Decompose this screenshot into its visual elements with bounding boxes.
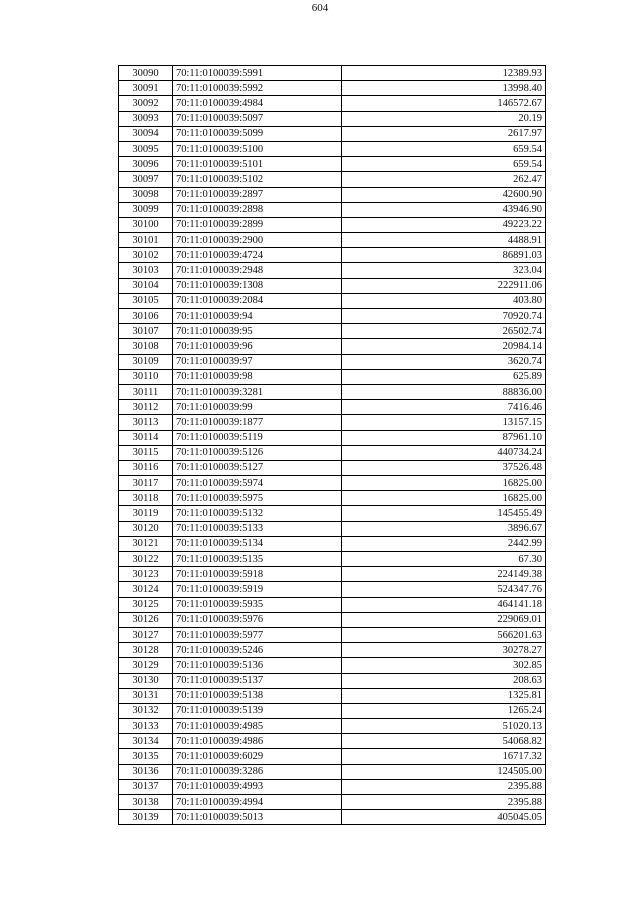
cadastral-number-cell: 70:11:0100039:5918 bbox=[173, 567, 342, 582]
value-cell: 70920.74 bbox=[342, 309, 546, 324]
row-number-cell: 30125 bbox=[119, 597, 173, 612]
value-cell: 42600.90 bbox=[342, 187, 546, 202]
row-number-cell: 30114 bbox=[119, 430, 173, 445]
row-number-cell: 30115 bbox=[119, 445, 173, 460]
table-row bbox=[119, 66, 546, 81]
table-row bbox=[119, 536, 546, 551]
cadastral-table bbox=[118, 65, 546, 825]
row-number-cell: 30112 bbox=[119, 400, 173, 415]
value-cell: 262.47 bbox=[342, 172, 546, 187]
table-row bbox=[119, 369, 546, 384]
row-number-cell: 30122 bbox=[119, 552, 173, 567]
cadastral-number-cell: 70:11:0100039:5099 bbox=[173, 126, 342, 141]
cadastral-number-cell: 70:11:0100039:95 bbox=[173, 324, 342, 339]
table-row bbox=[119, 248, 546, 263]
cadastral-number-cell: 70:11:0100039:2948 bbox=[173, 263, 342, 278]
table-row bbox=[119, 157, 546, 172]
cadastral-number-cell: 70:11:0100039:4984 bbox=[173, 96, 342, 111]
value-cell: 524347.76 bbox=[342, 582, 546, 597]
value-cell: 566201.63 bbox=[342, 627, 546, 642]
cadastral-number-cell: 70:11:0100039:5137 bbox=[173, 673, 342, 688]
table-row bbox=[119, 309, 546, 324]
value-cell: 20984.14 bbox=[342, 339, 546, 354]
table-row bbox=[119, 476, 546, 491]
table-row bbox=[119, 734, 546, 749]
cadastral-number-cell: 70:11:0100039:2898 bbox=[173, 202, 342, 217]
cadastral-number-cell: 70:11:0100039:5975 bbox=[173, 491, 342, 506]
page-number: 604 bbox=[311, 2, 329, 14]
cadastral-number-cell: 70:11:0100039:5991 bbox=[173, 66, 342, 81]
row-number-cell: 30111 bbox=[119, 384, 173, 399]
cadastral-number-cell: 70:11:0100039:5139 bbox=[173, 703, 342, 718]
value-cell: 86891.03 bbox=[342, 248, 546, 263]
cadastral-number-cell: 70:11:0100039:4994 bbox=[173, 795, 342, 810]
table-row bbox=[119, 339, 546, 354]
value-cell: 43946.90 bbox=[342, 202, 546, 217]
value-cell: 88836.00 bbox=[342, 384, 546, 399]
row-number-cell: 30139 bbox=[119, 810, 173, 825]
row-number-cell: 30104 bbox=[119, 278, 173, 293]
value-cell: 87961.10 bbox=[342, 430, 546, 445]
row-number-cell: 30129 bbox=[119, 658, 173, 673]
value-cell: 146572.67 bbox=[342, 96, 546, 111]
cadastral-number-cell: 70:11:0100039:1877 bbox=[173, 415, 342, 430]
table-row bbox=[119, 460, 546, 475]
table-row bbox=[119, 673, 546, 688]
row-number-cell: 30130 bbox=[119, 673, 173, 688]
row-number-cell: 30102 bbox=[119, 248, 173, 263]
cadastral-number-cell: 70:11:0100039:5974 bbox=[173, 476, 342, 491]
table-row bbox=[119, 795, 546, 810]
cadastral-number-cell: 70:11:0100039:2084 bbox=[173, 293, 342, 308]
table-row bbox=[119, 643, 546, 658]
cadastral-number-cell: 70:11:0100039:2897 bbox=[173, 187, 342, 202]
cadastral-number-cell: 70:11:0100039:5138 bbox=[173, 688, 342, 703]
row-number-cell: 30120 bbox=[119, 521, 173, 536]
value-cell: 229069.01 bbox=[342, 612, 546, 627]
row-number-cell: 30091 bbox=[119, 81, 173, 96]
cadastral-number-cell: 70:11:0100039:98 bbox=[173, 369, 342, 384]
cadastral-number-cell: 70:11:0100039:5100 bbox=[173, 141, 342, 156]
table-row bbox=[119, 764, 546, 779]
table-row bbox=[119, 324, 546, 339]
cadastral-number-cell: 70:11:0100039:5127 bbox=[173, 460, 342, 475]
cadastral-number-cell: 70:11:0100039:3281 bbox=[173, 384, 342, 399]
cadastral-number-cell: 70:11:0100039:5133 bbox=[173, 521, 342, 536]
table-row bbox=[119, 445, 546, 460]
row-number-cell: 30108 bbox=[119, 339, 173, 354]
cadastral-number-cell: 70:11:0100039:4724 bbox=[173, 248, 342, 263]
value-cell: 12389.93 bbox=[342, 66, 546, 81]
value-cell: 51020.13 bbox=[342, 719, 546, 734]
row-number-cell: 30099 bbox=[119, 202, 173, 217]
value-cell: 13157.15 bbox=[342, 415, 546, 430]
value-cell: 208.63 bbox=[342, 673, 546, 688]
row-number-cell: 30100 bbox=[119, 217, 173, 232]
value-cell: 222911.06 bbox=[342, 278, 546, 293]
table-row bbox=[119, 81, 546, 96]
table-row bbox=[119, 552, 546, 567]
table-row bbox=[119, 612, 546, 627]
cadastral-number-cell: 70:11:0100039:96 bbox=[173, 339, 342, 354]
table-row bbox=[119, 567, 546, 582]
cadastral-number-cell: 70:11:0100039:5977 bbox=[173, 627, 342, 642]
row-number-cell: 30117 bbox=[119, 476, 173, 491]
cadastral-number-cell: 70:11:0100039:5135 bbox=[173, 552, 342, 567]
table-row bbox=[119, 187, 546, 202]
table-row bbox=[119, 703, 546, 718]
value-cell: 1325.81 bbox=[342, 688, 546, 703]
row-number-cell: 30123 bbox=[119, 567, 173, 582]
value-cell: 16717.32 bbox=[342, 749, 546, 764]
cadastral-number-cell: 70:11:0100039:5097 bbox=[173, 111, 342, 126]
row-number-cell: 30138 bbox=[119, 795, 173, 810]
row-number-cell: 30116 bbox=[119, 460, 173, 475]
table-row bbox=[119, 217, 546, 232]
cadastral-number-cell: 70:11:0100039:5101 bbox=[173, 157, 342, 172]
cadastral-number-cell: 70:11:0100039:5013 bbox=[173, 810, 342, 825]
cadastral-number-cell: 70:11:0100039:5246 bbox=[173, 643, 342, 658]
cadastral-number-cell: 70:11:0100039:97 bbox=[173, 354, 342, 369]
table-row bbox=[119, 96, 546, 111]
cadastral-number-cell: 70:11:0100039:94 bbox=[173, 309, 342, 324]
value-cell: 67.30 bbox=[342, 552, 546, 567]
value-cell: 26502.74 bbox=[342, 324, 546, 339]
row-number-cell: 30137 bbox=[119, 779, 173, 794]
row-number-cell: 30132 bbox=[119, 703, 173, 718]
value-cell: 2442.99 bbox=[342, 536, 546, 551]
value-cell: 49223.22 bbox=[342, 217, 546, 232]
value-cell: 323.04 bbox=[342, 263, 546, 278]
value-cell: 20.19 bbox=[342, 111, 546, 126]
row-number-cell: 30105 bbox=[119, 293, 173, 308]
row-number-cell: 30121 bbox=[119, 536, 173, 551]
table-row bbox=[119, 172, 546, 187]
row-number-cell: 30093 bbox=[119, 111, 173, 126]
value-cell: 16825.00 bbox=[342, 491, 546, 506]
value-cell: 4488.91 bbox=[342, 233, 546, 248]
row-number-cell: 30124 bbox=[119, 582, 173, 597]
row-number-cell: 30126 bbox=[119, 612, 173, 627]
table-row bbox=[119, 293, 546, 308]
row-number-cell: 30134 bbox=[119, 734, 173, 749]
value-cell: 302.85 bbox=[342, 658, 546, 673]
value-cell: 405045.05 bbox=[342, 810, 546, 825]
row-number-cell: 30106 bbox=[119, 309, 173, 324]
row-number-cell: 30109 bbox=[119, 354, 173, 369]
value-cell: 3896.67 bbox=[342, 521, 546, 536]
value-cell: 37526.48 bbox=[342, 460, 546, 475]
row-number-cell: 30090 bbox=[119, 66, 173, 81]
value-cell: 3620.74 bbox=[342, 354, 546, 369]
table-row bbox=[119, 749, 546, 764]
row-number-cell: 30136 bbox=[119, 764, 173, 779]
row-number-cell: 30127 bbox=[119, 627, 173, 642]
table-row bbox=[119, 202, 546, 217]
value-cell: 1265.24 bbox=[342, 703, 546, 718]
table-row bbox=[119, 810, 546, 825]
cadastral-number-cell: 70:11:0100039:4986 bbox=[173, 734, 342, 749]
row-number-cell: 30094 bbox=[119, 126, 173, 141]
value-cell: 659.54 bbox=[342, 157, 546, 172]
table-row bbox=[119, 278, 546, 293]
table-row bbox=[119, 415, 546, 430]
table-row bbox=[119, 582, 546, 597]
value-cell: 16825.00 bbox=[342, 476, 546, 491]
row-number-cell: 30097 bbox=[119, 172, 173, 187]
row-number-cell: 30098 bbox=[119, 187, 173, 202]
row-number-cell: 30131 bbox=[119, 688, 173, 703]
table-row bbox=[119, 354, 546, 369]
row-number-cell: 30096 bbox=[119, 157, 173, 172]
table-row bbox=[119, 400, 546, 415]
table-row bbox=[119, 430, 546, 445]
row-number-cell: 30101 bbox=[119, 233, 173, 248]
table-row bbox=[119, 779, 546, 794]
cadastral-number-cell: 70:11:0100039:6029 bbox=[173, 749, 342, 764]
table-row bbox=[119, 384, 546, 399]
table-row bbox=[119, 491, 546, 506]
table-row bbox=[119, 658, 546, 673]
value-cell: 224149.38 bbox=[342, 567, 546, 582]
table-body bbox=[119, 66, 546, 825]
table-row bbox=[119, 627, 546, 642]
cadastral-number-cell: 70:11:0100039:5132 bbox=[173, 506, 342, 521]
table-row bbox=[119, 521, 546, 536]
table-row bbox=[119, 233, 546, 248]
value-cell: 2617.97 bbox=[342, 126, 546, 141]
value-cell: 145455.49 bbox=[342, 506, 546, 521]
value-cell: 464141.18 bbox=[342, 597, 546, 612]
value-cell: 124505.00 bbox=[342, 764, 546, 779]
cadastral-number-cell: 70:11:0100039:4993 bbox=[173, 779, 342, 794]
row-number-cell: 30107 bbox=[119, 324, 173, 339]
cadastral-number-cell: 70:11:0100039:5992 bbox=[173, 81, 342, 96]
value-cell: 403.80 bbox=[342, 293, 546, 308]
table-row bbox=[119, 141, 546, 156]
cadastral-number-cell: 70:11:0100039:5134 bbox=[173, 536, 342, 551]
table-row bbox=[119, 263, 546, 278]
row-number-cell: 30128 bbox=[119, 643, 173, 658]
table-row bbox=[119, 111, 546, 126]
row-number-cell: 30133 bbox=[119, 719, 173, 734]
row-number-cell: 30095 bbox=[119, 141, 173, 156]
cadastral-number-cell: 70:11:0100039:99 bbox=[173, 400, 342, 415]
cadastral-number-cell: 70:11:0100039:5919 bbox=[173, 582, 342, 597]
row-number-cell: 30103 bbox=[119, 263, 173, 278]
value-cell: 54068.82 bbox=[342, 734, 546, 749]
cadastral-number-cell: 70:11:0100039:5119 bbox=[173, 430, 342, 445]
value-cell: 659.54 bbox=[342, 141, 546, 156]
row-number-cell: 30110 bbox=[119, 369, 173, 384]
row-number-cell: 30118 bbox=[119, 491, 173, 506]
row-number-cell: 30135 bbox=[119, 749, 173, 764]
value-cell: 2395.88 bbox=[342, 779, 546, 794]
cadastral-number-cell: 70:11:0100039:5976 bbox=[173, 612, 342, 627]
table-row bbox=[119, 506, 546, 521]
cadastral-number-cell: 70:11:0100039:5126 bbox=[173, 445, 342, 460]
cadastral-number-cell: 70:11:0100039:5102 bbox=[173, 172, 342, 187]
row-number-cell: 30113 bbox=[119, 415, 173, 430]
value-cell: 30278.27 bbox=[342, 643, 546, 658]
table-row bbox=[119, 597, 546, 612]
table-row bbox=[119, 126, 546, 141]
cadastral-number-cell: 70:11:0100039:5136 bbox=[173, 658, 342, 673]
value-cell: 2395.88 bbox=[342, 795, 546, 810]
value-cell: 440734.24 bbox=[342, 445, 546, 460]
cadastral-number-cell: 70:11:0100039:3286 bbox=[173, 764, 342, 779]
row-number-cell: 30119 bbox=[119, 506, 173, 521]
table-row bbox=[119, 688, 546, 703]
value-cell: 13998.40 bbox=[342, 81, 546, 96]
table-row bbox=[119, 719, 546, 734]
cadastral-number-cell: 70:11:0100039:2899 bbox=[173, 217, 342, 232]
value-cell: 7416.46 bbox=[342, 400, 546, 415]
cadastral-number-cell: 70:11:0100039:5935 bbox=[173, 597, 342, 612]
cadastral-number-cell: 70:11:0100039:4985 bbox=[173, 719, 342, 734]
cadastral-number-cell: 70:11:0100039:1308 bbox=[173, 278, 342, 293]
row-number-cell: 30092 bbox=[119, 96, 173, 111]
cadastral-number-cell: 70:11:0100039:2900 bbox=[173, 233, 342, 248]
value-cell: 625.89 bbox=[342, 369, 546, 384]
